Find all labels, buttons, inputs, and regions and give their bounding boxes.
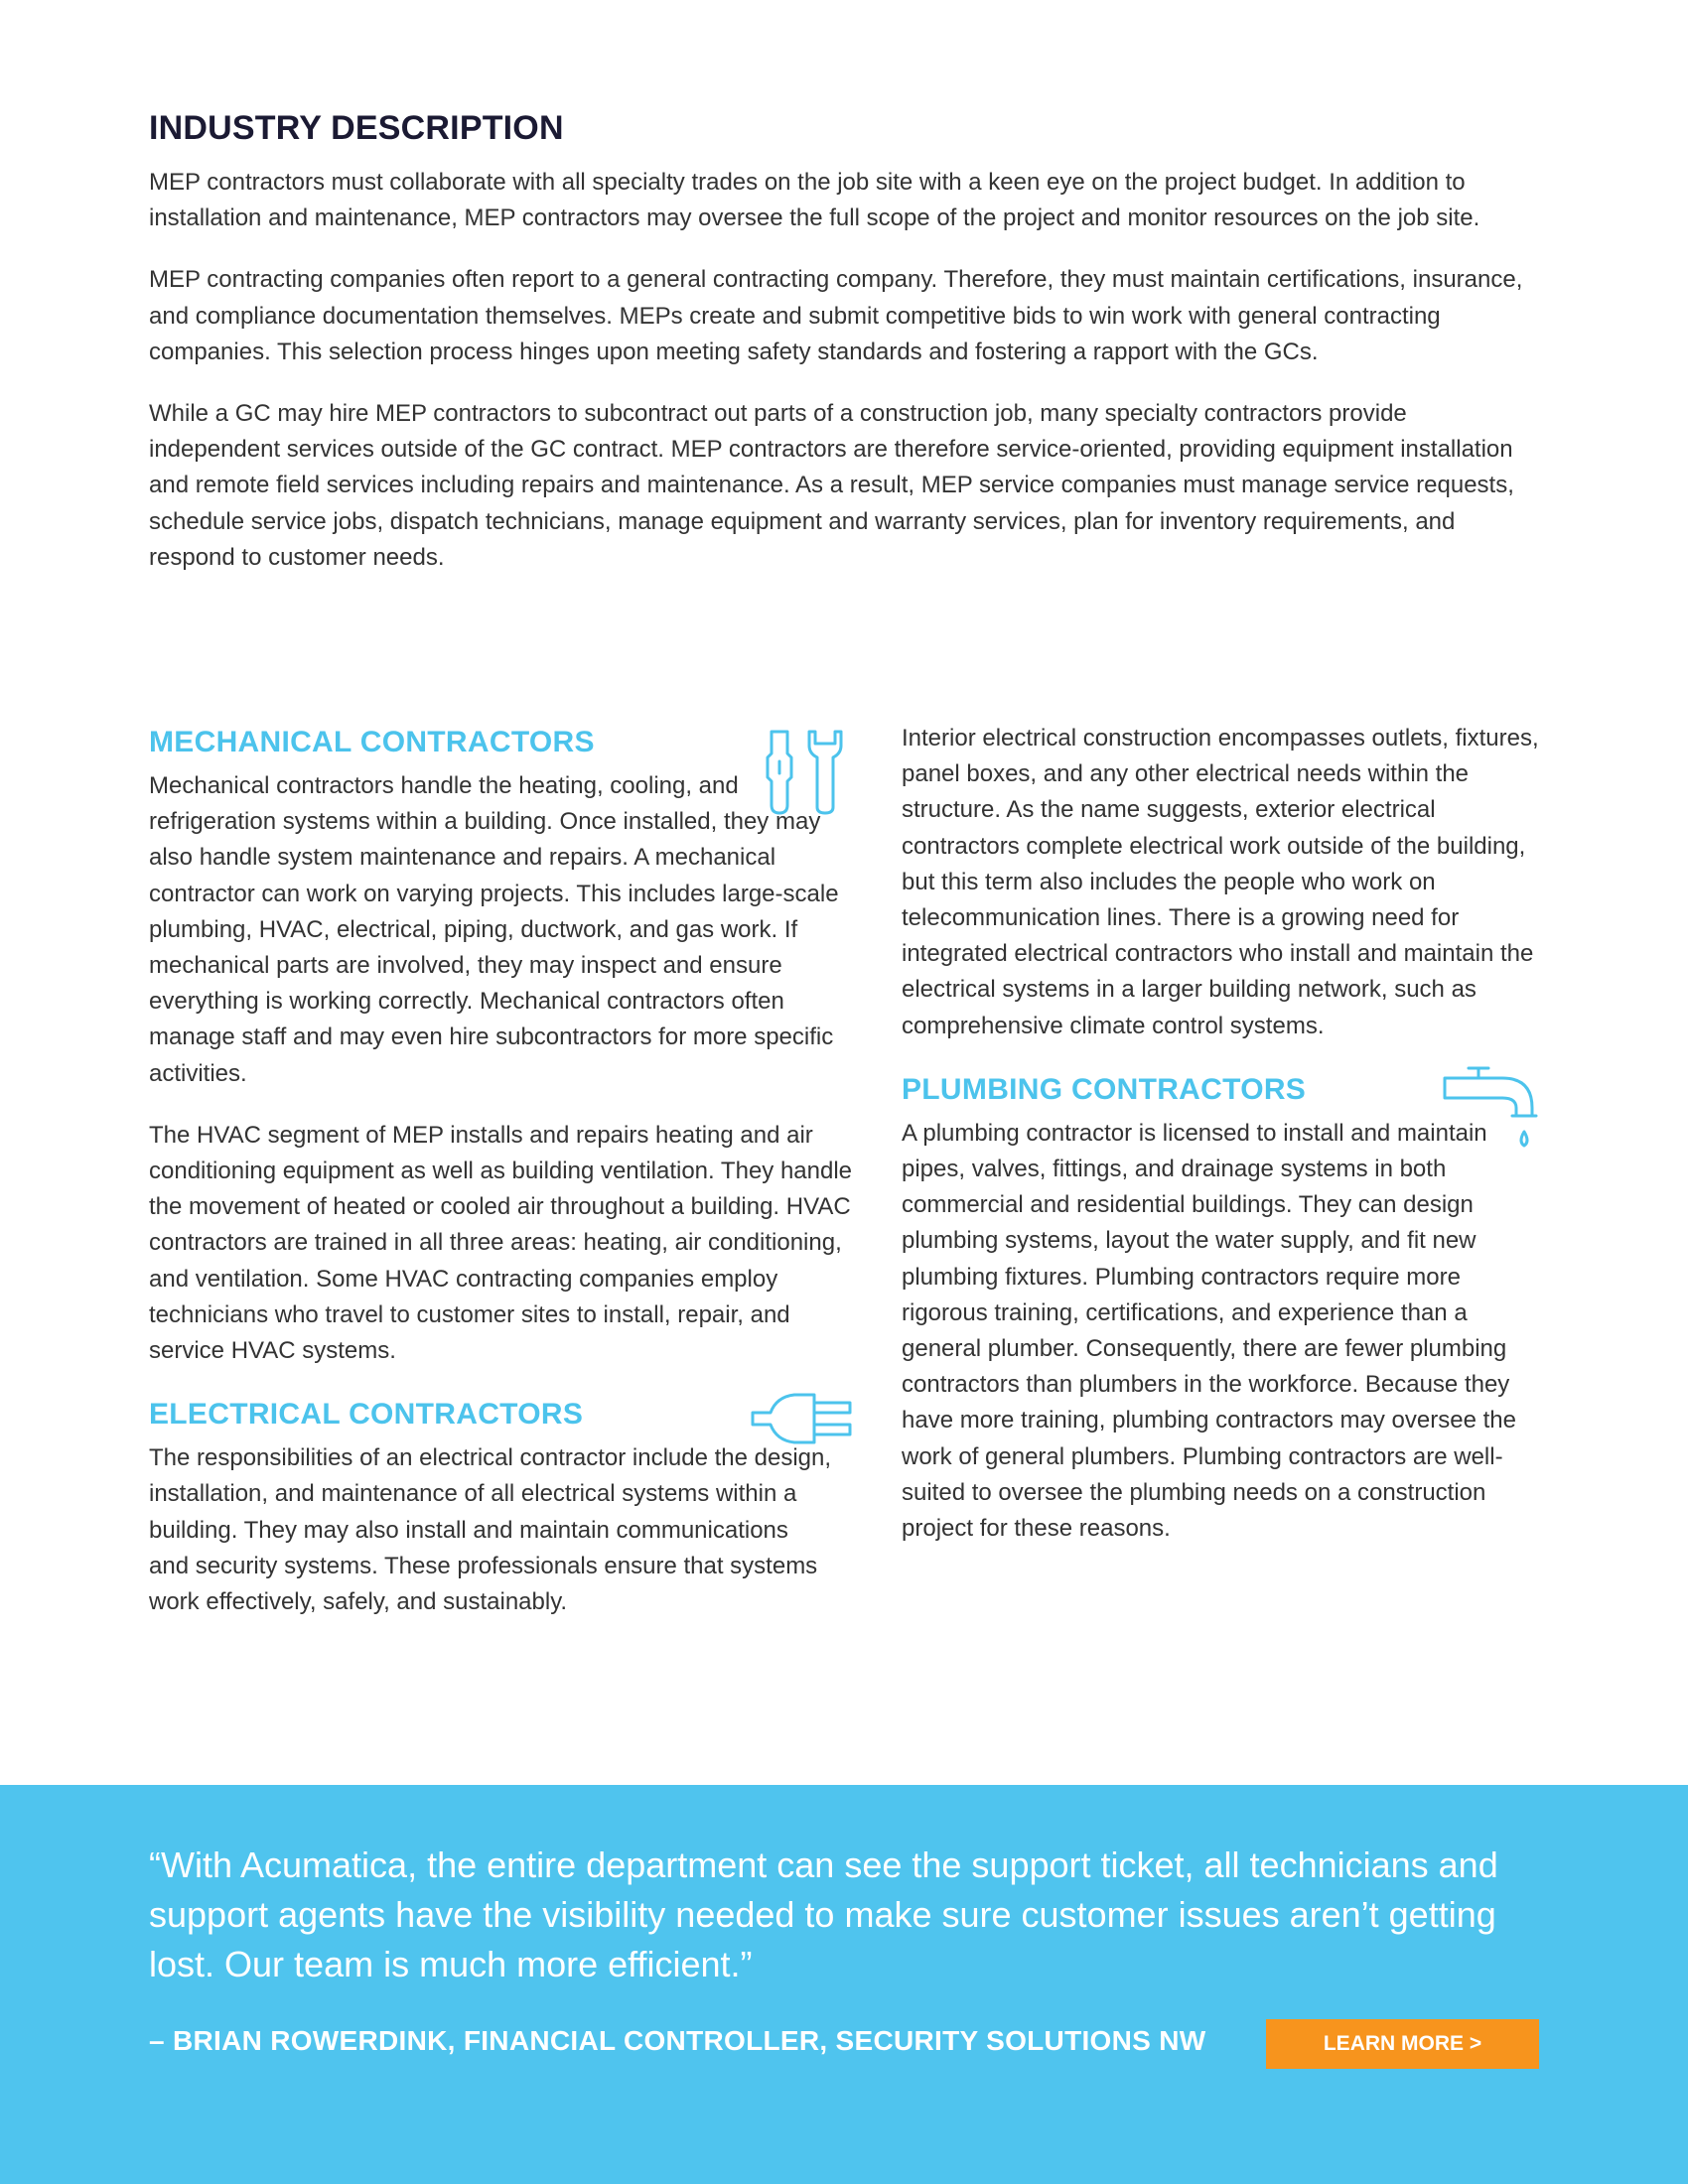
- mechanical-section: [149, 723, 859, 1369]
- industry-paragraph: MEP contractors must collaborate with all specialty trades on the job site with a keen eye on the project budget. In addition to installation and maintenance, MEP contractors may oversee the full scope of the project and monitor resources on the job site.: [149, 169, 1480, 232]
- learn-more-button[interactable]: LEARN MORE >: [1266, 2019, 1539, 2069]
- plug-icon: [751, 1383, 854, 1454]
- electrical-heading: ELECTRICAL CONTRACTORS: [149, 1398, 584, 1432]
- testimonial-band: [0, 1785, 1688, 2184]
- plumbing-section: [902, 1070, 1539, 1547]
- hvac-paragraph: The HVAC segment of MEP installs and repairs heating and air conditioning equipment as well as building ventilation. They handle the movement of heated or cooled air throughout a building. HVAC contractors are trained in all three areas: heating, air conditioning, and ventilation. Some HVAC contracting companies employ technicians who travel to customer sites to install, repair, and service HVAC systems.: [149, 1121, 853, 1365]
- testimonial-attribution: – BRIAN ROWERDINK, FINANCIAL CONTROLLER, SECURITY SOLUTIONS NW: [149, 2025, 1206, 2056]
- electrical-paragraph: The responsibilities of an electrical contractor include the design, installation, and maintenance of all electrical systems within a building. They may also install and maintain communications and security systems. These professionals ensure that systems work effectively, safely, and sustainably.: [149, 1444, 832, 1616]
- faucet-icon: [1443, 1064, 1542, 1163]
- mechanical-paragraph: Mechanical contractors handle the heating, cooling, and refrigeration systems within a building. Once installed, they may also handle system maintenance and repairs. A mechanical contractor can work on varying projects. This includes large-scale plumbing, HVAC, electrical, piping, ductwork, and gas work. If mechanical parts are involved, they may inspect and ensure everything is working correctly. Mechanical contractors often manage staff and may even hire subcontractors for more specific activities.: [149, 772, 839, 1087]
- electrical-continuation-paragraph: Interior electrical construction encompasses outlets, fixtures, panel boxes, and any other electrical needs within the structure. As the name suggests, exterior electrical contractors complete electrical work outside of the building, but this term also includes the people who work on telecommunication lines. There is a growing need for integrated electrical contractors who install and maintain the electrical systems in a larger building network, such as comprehensive climate control systems.: [902, 725, 1539, 1039]
- testimonial-quote: “With Acumatica, the entire department can see the support ticket, all technicians and support agents have the visibility needed to make sure customer issues aren’t getting lost. Our team is much more efficient.”: [149, 1844, 1498, 1984]
- industry-paragraph: MEP contracting companies often report to a general contracting company. Therefore, they must maintain certifications, insurance, and compliance documentation themselves. MEPs create and submit competitive bids to win work with general contracting companies. This selection process hinges upon meeting safety standards and fostering a rapport with the GCs.: [149, 266, 1523, 365]
- industry-heading: INDUSTRY DESCRIPTION: [149, 109, 564, 147]
- plumbing-heading: PLUMBING CONTRACTORS: [902, 1072, 1307, 1106]
- plumbing-paragraph: A plumbing contractor is licensed to install and maintain pipes, valves, fittings, and drainage systems in both commercial and residential buildings. They can design plumbing systems, layout the water supply, and fit new plumbing fixtures. Plumbing contractors require more rigorous training, certifications, and experience than a general plumber. Consequently, there are fewer plumbing contractors than plumbers in the workforce. Because they have more training, plumbing contractors may oversee the work of general plumbers. Plumbing contractors are well-suited to oversee the plumbing needs on a construction project for these reasons.: [902, 1119, 1516, 1543]
- electrical-section: [149, 1395, 859, 1620]
- industry-paragraph: While a GC may hire MEP contractors to subcontract out parts of a construction job, many specialty contractors provide independent services outside of the GC contract. MEP contractors are therefore service-oriented, providing equipment installation and remote field services including repairs and maintenance. As a result, MEP service companies must manage service requests, schedule service jobs, dispatch technicians, manage equipment and warranty services, plan for inventory requirements, and respond to customer needs.: [149, 400, 1514, 571]
- tools-icon: [760, 728, 849, 817]
- mechanical-heading: MECHANICAL CONTRACTORS: [149, 726, 595, 758]
- right-column: [902, 723, 1539, 1572]
- industry-description: [149, 165, 1529, 602]
- left-column: [149, 723, 859, 1646]
